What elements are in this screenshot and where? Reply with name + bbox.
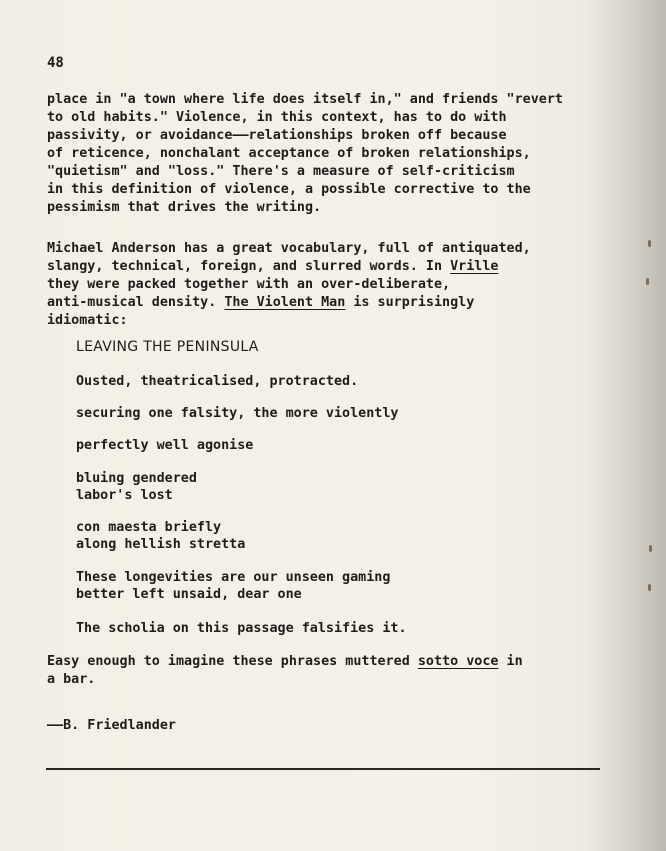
text-line: [47, 258, 577, 276]
text-line: place in "a town where life does itself in," and friends "revert: [47, 92, 563, 107]
text-line: idiomatic:: [47, 313, 128, 328]
text-span: anti-musical density.: [47, 295, 225, 310]
text-span: in: [498, 654, 523, 669]
paper-speck: [648, 240, 651, 247]
text-line: "quietism" and "loss." There's a measure of self-criticism: [47, 164, 515, 179]
paragraph-violence: [47, 91, 577, 217]
text-line: to old habits." Violence, in this context, has to do with: [47, 110, 507, 125]
text-line: pessimism that drives the writing.: [47, 200, 322, 215]
poem-stanza: [76, 437, 556, 454]
term-sotto-voce: sotto voce: [417, 654, 499, 669]
poem-line: These longevities are our unseen gaming: [76, 570, 391, 585]
page-number: 48: [47, 55, 64, 71]
book-title-violent-man: The Violent Man: [224, 295, 346, 310]
poem-stanza: [76, 405, 556, 422]
poem-title: LEAVING THE PENINSULA: [76, 339, 259, 355]
paper-speck: [646, 278, 649, 285]
poem-line: along hellish stretta: [76, 537, 246, 552]
poem-stanza: [76, 620, 556, 637]
paragraph-sotto-voce: [47, 653, 577, 689]
poem-line: labor's lost: [76, 488, 173, 503]
poem-stanza: [76, 569, 556, 603]
text-line: [47, 653, 577, 671]
author-signature: ——B. Friedlander: [47, 718, 176, 733]
poem-line: better left unsaid, dear one: [76, 587, 302, 602]
text-span: is surprisingly: [345, 295, 475, 310]
poem-line: Ousted, theatricalised, protracted.: [76, 374, 359, 389]
poem-line: perfectly well agonise: [76, 438, 254, 453]
text-span: Easy enough to imagine these phrases muttered: [47, 654, 418, 669]
section-divider: [46, 768, 600, 770]
text-line: of reticence, nonchalant acceptance of broken relationships,: [47, 146, 531, 161]
book-title-vrille: Vrille: [450, 259, 499, 274]
poem-line: bluing gendered: [76, 471, 197, 486]
poem-line: The scholia on this passage falsifies it.: [76, 621, 407, 636]
poem-stanza: [76, 373, 556, 390]
text-line: they were packed together with an over-deliberate,: [47, 277, 451, 292]
text-line: [47, 294, 577, 312]
paragraph-vocabulary: [47, 240, 577, 330]
poem-line: securing one falsity, the more violently: [76, 406, 399, 421]
text-line: in this definition of violence, a possible corrective to the: [47, 182, 531, 197]
poem-line: con maesta briefly: [76, 520, 222, 535]
poem-stanza: [76, 519, 556, 553]
text-span: slangy, technical, foreign, and slurred words. In: [47, 259, 451, 274]
text-line: passivity, or avoidance——relationships broken off because: [47, 128, 507, 143]
paper-speck: [648, 584, 651, 591]
text-line: a bar.: [47, 672, 96, 687]
poem-stanza: [76, 470, 556, 504]
text-line: Michael Anderson has a great vocabulary, full of antiquated,: [47, 241, 531, 256]
paper-speck: [649, 545, 652, 552]
